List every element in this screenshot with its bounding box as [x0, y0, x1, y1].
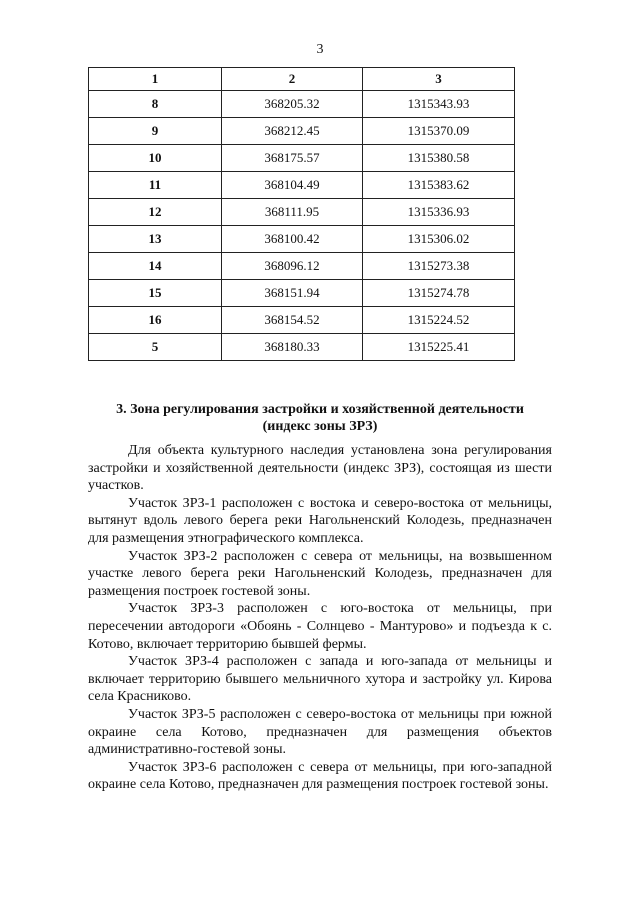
paragraph-intro: Для объекта культурного наследия установлена зона регулирования застройки и хозяйственной деятельности (индекс ЗРЗ), состоящая из шести участков.	[88, 443, 552, 494]
paragraph-zrz-1: Участок ЗРЗ-1 расположен с востока и северо-востока от мельницы, вытянут вдоль левого берега реки Нагольненский Колодезь, предназначен для размещения этнографического комплекса.	[88, 495, 552, 546]
section-heading	[88, 401, 552, 435]
x-coordinate-cell: 368205.32	[222, 91, 363, 118]
table-header-row	[89, 68, 515, 91]
table-row	[89, 91, 515, 118]
table-row	[89, 145, 515, 172]
y-coordinate-cell: 1315370.09	[363, 118, 515, 145]
point-number-cell: 8	[89, 91, 222, 118]
section-body	[88, 442, 552, 794]
table-row	[89, 199, 515, 226]
paragraph-zrz-3: Участок ЗРЗ-3 расположен с юго-востока от мельницы, при пересечении автодороги «Обоянь - Солнцево - Мантурово» и подъезда к с. Котово, включает территорию бывшей фермы.	[88, 601, 552, 652]
table-row	[89, 334, 515, 361]
point-number-cell: 10	[89, 145, 222, 172]
point-number-cell: 5	[89, 334, 222, 361]
point-number-cell: 9	[89, 118, 222, 145]
table-row	[89, 226, 515, 253]
paragraph-zrz-4: Участок ЗРЗ-4 расположен с запада и юго-запада от мельницы и включает территорию бывшего мельничного хутора и застройку ул. Кирова села Красниково.	[88, 654, 552, 705]
y-coordinate-cell: 1315306.02	[363, 226, 515, 253]
section-heading-title: 3. Зона регулирования застройки и хозяйственной деятельности	[116, 402, 524, 417]
point-number-cell: 15	[89, 280, 222, 307]
table-header-cell: 3	[363, 68, 515, 91]
coordinates-table	[88, 67, 515, 361]
y-coordinate-cell: 1315224.52	[363, 307, 515, 334]
paragraph-zrz-2: Участок ЗРЗ-2 расположен с севера от мельницы, на возвышенном участке левого берега реки Нагольненский Колодезь, предназначен для размещения построек гостевой зоны.	[88, 548, 552, 599]
x-coordinate-cell: 368212.45	[222, 118, 363, 145]
x-coordinate-cell: 368100.42	[222, 226, 363, 253]
x-coordinate-cell: 368175.57	[222, 145, 363, 172]
y-coordinate-cell: 1315380.58	[363, 145, 515, 172]
y-coordinate-cell: 1315273.38	[363, 253, 515, 280]
point-number-cell: 13	[89, 226, 222, 253]
point-number-cell: 11	[89, 172, 222, 199]
table-row	[89, 118, 515, 145]
table-header-cell: 1	[89, 68, 222, 91]
y-coordinate-cell: 1315336.93	[363, 199, 515, 226]
y-coordinate-cell: 1315343.93	[363, 91, 515, 118]
section-heading-index: (индекс зоны ЗРЗ)	[262, 419, 378, 434]
x-coordinate-cell: 368111.95	[222, 199, 363, 226]
table-row	[89, 253, 515, 280]
point-number-cell: 14	[89, 253, 222, 280]
paragraph-zrz-6: Участок ЗРЗ-6 расположен с севера от мельницы, при юго-западной окраине села Котово, предназначен для размещения построек гостевой зоны.	[88, 759, 552, 793]
y-coordinate-cell: 1315225.41	[363, 334, 515, 361]
table-row	[89, 172, 515, 199]
y-coordinate-cell: 1315383.62	[363, 172, 515, 199]
x-coordinate-cell: 368104.49	[222, 172, 363, 199]
paragraph-zrz-5: Участок ЗРЗ-5 расположен с северо-востока от мельницы при южной окраине села Котово, предназначен для размещения объектов административно-гостевой зоны.	[88, 706, 552, 758]
point-number-cell: 12	[89, 199, 222, 226]
point-number-cell: 16	[89, 307, 222, 334]
x-coordinate-cell: 368096.12	[222, 253, 363, 280]
table-row	[89, 307, 515, 334]
table-header-cell: 2	[222, 68, 363, 91]
y-coordinate-cell: 1315274.78	[363, 280, 515, 307]
page-number: 3	[316, 42, 324, 57]
x-coordinate-cell: 368151.94	[222, 280, 363, 307]
table-row	[89, 280, 515, 307]
x-coordinate-cell: 368180.33	[222, 334, 363, 361]
x-coordinate-cell: 368154.52	[222, 307, 363, 334]
